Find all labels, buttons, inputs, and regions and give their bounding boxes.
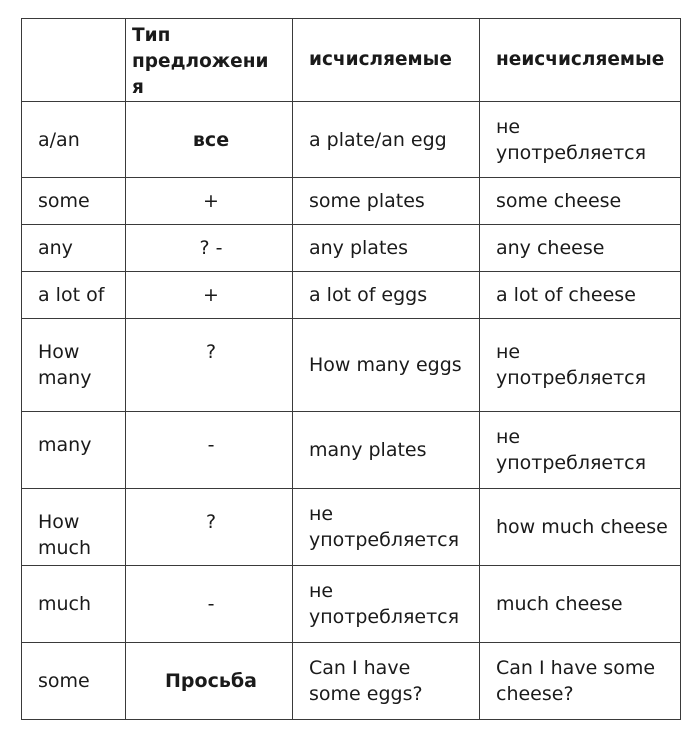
word-cell: much [22, 566, 126, 643]
uncountable-cell: Can I have some cheese? [480, 643, 681, 720]
word-cell: How much [22, 489, 126, 566]
word-cell: many [22, 412, 126, 489]
uncountable-cell: some cheese [480, 178, 681, 225]
type-cell: ? - [126, 225, 293, 272]
table-row [22, 102, 681, 178]
word-cell: a lot of [22, 272, 126, 319]
type-cell: ? [126, 319, 293, 412]
table-row [22, 178, 681, 225]
header-uncountable-cell: неисчисляемые [480, 19, 681, 102]
table-row [22, 566, 681, 643]
table-row [22, 319, 681, 412]
header-word-cell [22, 19, 126, 102]
uncountable-cell: how much cheese [480, 489, 681, 566]
word-cell: some [22, 643, 126, 720]
header-countable-cell: исчисляемые [293, 19, 480, 102]
word-cell: any [22, 225, 126, 272]
table-row [22, 489, 681, 566]
countable-cell: some plates [293, 178, 480, 225]
uncountable-cell: any cheese [480, 225, 681, 272]
table-row [22, 643, 681, 720]
type-cell: - [126, 566, 293, 643]
uncountable-cell: не употребляется [480, 102, 681, 178]
header-row [22, 19, 681, 102]
table-row [22, 272, 681, 319]
uncountable-cell: a lot of cheese [480, 272, 681, 319]
table-row [22, 412, 681, 489]
word-cell: some [22, 178, 126, 225]
type-cell: Просьба [126, 643, 293, 720]
header-type-cell: Тип предложения [126, 19, 293, 102]
uncountable-cell: не употребляется [480, 319, 681, 412]
type-cell: + [126, 178, 293, 225]
type-cell: - [126, 412, 293, 489]
uncountable-cell: much cheese [480, 566, 681, 643]
type-cell: + [126, 272, 293, 319]
type-cell: все [126, 102, 293, 178]
type-cell: ? [126, 489, 293, 566]
uncountable-cell: не употребляется [480, 412, 681, 489]
table-row [22, 225, 681, 272]
countable-cell: a lot of eggs [293, 272, 480, 319]
countable-cell: не употребляется [293, 489, 480, 566]
word-cell: How many [22, 319, 126, 412]
countable-cell: a plate/an egg [293, 102, 480, 178]
countable-cell: не употребляется [293, 566, 480, 643]
countable-cell: Can I have some eggs? [293, 643, 480, 720]
countable-cell: any plates [293, 225, 480, 272]
countable-cell: How many eggs [293, 319, 480, 412]
countable-cell: many plates [293, 412, 480, 489]
word-cell: a/an [22, 102, 126, 178]
grammar-table [21, 18, 681, 720]
